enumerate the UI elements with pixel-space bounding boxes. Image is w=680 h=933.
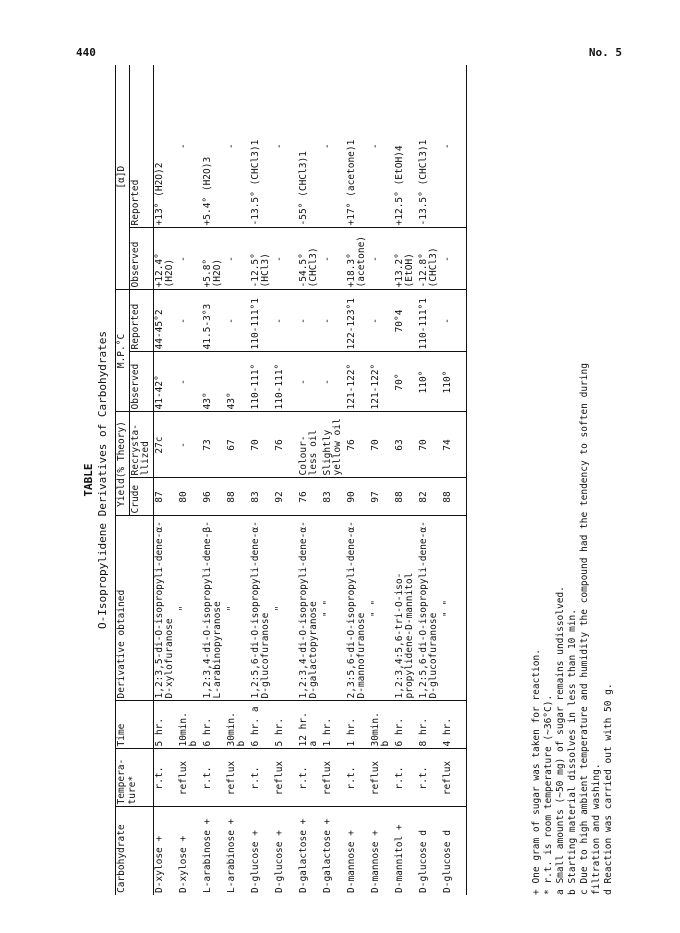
cell-derivative: " " [322,516,346,701]
cell-carbohydrate: D-glucose + [249,830,261,893]
cell-crude: 88 [226,478,250,516]
footnote: c Due to high ambient temperature and humidity the compound had the tendency to soften during [579,363,590,895]
cell-rot-reported: +12.5° (EtOH)4 [394,65,418,228]
table-row [442,65,467,895]
cell-rot-observed: - [442,228,467,290]
footnote: a Small amounts (~50 mg) of sugar remains undissolved. [555,586,566,895]
cell-carbohydrate: D-glucose d [417,830,429,893]
cell-rot-reported: -55° (CHCl3)1 [298,65,322,228]
cell-recrystallized: 70 [370,412,394,478]
header-yield: Yield(% Theory) [116,412,130,516]
cell-derivative: 1,2:5,6-di-O-isopropyli-dene-α-D-glucofuranose [250,516,274,701]
cell-rot-observed: -12.5° (HCl3) [250,228,274,290]
header-rot-observed: Observed [129,228,153,290]
cell-rot-reported: - [370,65,394,228]
cell-temperature: r.t. [298,749,322,807]
cell-carbohydrate: D-galactose + [321,818,333,893]
header-mp-reported: Reported [129,290,153,352]
cell-temperature: r.t. [418,749,442,807]
cell-recrystallized: 63 [394,412,418,478]
cell-temperature: r.t. [153,749,178,807]
cell-derivative: 1,2:3,5-di-O-isopropyli-dene-α-D-xylofuranose [153,516,178,701]
cell-mp-reported: 110-111°1 [418,290,442,352]
cell-temperature: reflux [226,749,250,807]
cell-mp-reported: - [370,290,394,352]
cell-time: 6 hr. a [250,701,274,749]
cell-mp-observed: 70° [394,352,418,412]
cell-mp-observed: 121-122° [346,352,370,412]
cell-mp-reported: - [322,290,346,352]
cell-rot-reported: - [178,65,202,228]
cell-recrystallized: - [178,412,202,478]
cell-mp-observed: 110° [442,352,467,412]
footnote: d Reaction was carried out with 50 g. [603,683,614,895]
table-row [370,65,394,895]
cell-crude: 80 [178,478,202,516]
cell-crude: 96 [202,478,226,516]
cell-rot-observed: +5.8° (H2O) [202,228,226,290]
cell-mp-observed: 110° [418,352,442,412]
cell-time: 30min. b [370,701,394,749]
cell-mp-observed: 43° [226,352,250,412]
footnote: b Starting material dissolves in less than 10 min. [567,609,578,895]
cell-rot-observed: - [274,228,298,290]
cell-rot-reported: -13.5° (CHCl3)1 [250,65,274,228]
cell-carbohydrate: L-arabinose + [201,818,213,893]
table-row [298,65,322,895]
cell-temperature: reflux [370,749,394,807]
cell-rot-observed: - [370,228,394,290]
table-row [274,65,298,895]
table-row [153,65,178,895]
cell-temperature: reflux [442,749,467,807]
cell-carbohydrate: D-mannose + [345,830,357,893]
cell-carbohydrate: D-xylose + [153,807,178,895]
header-mp-observed: Observed [129,352,153,412]
cell-mp-reported: - [178,290,202,352]
cell-derivative: 2,3:5,6-di-O-isopropyli-dene-α-D-mannofuranose [346,516,370,701]
page-number: 440 [76,46,96,59]
table-row [250,65,274,895]
footnote: * r.t. is room temperature (~36°C). [543,694,554,895]
carbohydrate-derivatives-table [115,65,467,895]
cell-rot-reported: +17° (acetone)1 [346,65,370,228]
cell-recrystallized: Slightly yellow oil [322,412,346,478]
header-melting-point: M.P.°C [116,290,130,412]
cell-mp-observed: - [298,352,322,412]
cell-crude: 87 [153,478,178,516]
cell-temperature: reflux [322,749,346,807]
footnote: filtration and washing. [591,763,602,895]
cell-mp-observed: - [322,352,346,412]
table-footnotes [531,65,615,895]
header-rot-reported: Reported [129,65,153,228]
cell-crude: 83 [322,478,346,516]
cell-temperature: r.t. [202,749,226,807]
cell-mp-observed: 43° [202,352,226,412]
cell-temperature: r.t. [250,749,274,807]
cell-crude: 90 [346,478,370,516]
cell-rot-reported: - [226,65,250,228]
cell-rot-reported: - [274,65,298,228]
cell-time: 5 hr. [153,701,178,749]
cell-mp-reported: 110-111°1 [250,290,274,352]
cell-time: 10min. b [178,701,202,749]
journal-issue: No. 5 [588,46,622,59]
table-row [226,65,250,895]
table-row [322,65,346,895]
header-time: Time [116,701,154,749]
cell-carbohydrate: L-arabinose + [225,818,237,893]
cell-mp-reported: 41.5-3°3 [202,290,226,352]
cell-rot-observed: - [322,228,346,290]
cell-crude: 76 [298,478,322,516]
header-carbohydrate: Carbohydrate [116,807,154,895]
cell-recrystallized: 73 [202,412,226,478]
cell-recrystallized: 76 [346,412,370,478]
cell-crude: 83 [250,478,274,516]
cell-time: 12 hr. a [298,701,322,749]
cell-rot-observed: +13.2° (EtOH) [394,228,418,290]
cell-rot-observed: +18.3° (acetone) [346,228,370,290]
cell-rot-reported: -13.5° (CHCl3)1 [418,65,442,228]
table-row [202,65,226,895]
cell-time: 6 hr. [202,701,226,749]
cell-rot-observed: - [226,228,250,290]
cell-mp-observed: 110-111° [250,352,274,412]
cell-rot-observed: +12.4° (H2O) [153,228,178,290]
cell-crude: 82 [418,478,442,516]
rotated-table-sheet [82,65,630,895]
footnote: + One gram of sugar was taken for reaction. [531,649,542,895]
cell-derivative: 1,2:3,4-di-O-isopropyli-dene-β-L-arabinopyranose [202,516,226,701]
table-row [178,65,202,895]
cell-temperature: reflux [178,749,202,807]
cell-derivative: " " [442,516,467,701]
cell-mp-reported: 44-45°2 [153,290,178,352]
cell-carbohydrate: D-xylose + [177,835,189,893]
cell-carbohydrate: D-glucose d [442,807,467,895]
table-caption [82,65,110,895]
cell-temperature: reflux [274,749,298,807]
cell-mp-reported: 70°4 [394,290,418,352]
cell-crude: 88 [442,478,467,516]
cell-mp-reported: 122-123°1 [346,290,370,352]
cell-rot-observed: - [178,228,202,290]
cell-temperature: r.t. [346,749,370,807]
table-row [346,65,370,895]
cell-mp-observed: 41-42° [153,352,178,412]
cell-derivative: " [274,516,298,701]
cell-carbohydrate: D-glucose + [273,830,285,893]
cell-rot-reported: +13° (H2O)2 [153,65,178,228]
cell-mp-observed: - [178,352,202,412]
cell-recrystallized: 70 [418,412,442,478]
header-crude: Crude [129,478,153,516]
cell-crude: 92 [274,478,298,516]
header-optical-rotation: [α]D [116,65,130,290]
cell-derivative: " " [370,516,394,701]
cell-rot-observed: -54.5° (CHCl3) [298,228,322,290]
cell-recrystallized: 76 [274,412,298,478]
cell-temperature: r.t. [394,749,418,807]
cell-mp-reported: - [298,290,322,352]
cell-time: 5 hr. [274,701,298,749]
cell-carbohydrate: D-mannitol + [393,824,405,893]
cell-carbohydrate: D-galactose + [297,818,309,893]
cell-recrystallized: Colour-less oil [298,412,322,478]
cell-carbohydrate: D-mannose + [369,830,381,893]
cell-time: 30min. b [226,701,250,749]
cell-derivative: 1,2:5,6-di-O-isopropyli-dene-α-D-glucofuranose [418,516,442,701]
header-derivative: Derivative obtained [116,516,154,701]
table-row [394,65,418,895]
cell-time: 6 hr. [394,701,418,749]
cell-time: 8 hr. [418,701,442,749]
header-recrystallized: Recrysta-llized [129,412,153,478]
cell-recrystallized: 67 [226,412,250,478]
cell-mp-observed: 110-111° [274,352,298,412]
cell-derivative: " [178,516,202,701]
cell-time: 1 hr. [322,701,346,749]
cell-rot-observed: -12.8° (CHCl3) [418,228,442,290]
cell-time: 1 hr. [346,701,370,749]
cell-mp-reported: - [274,290,298,352]
cell-crude: 88 [394,478,418,516]
cell-rot-reported: - [322,65,346,228]
cell-mp-reported: - [226,290,250,352]
cell-rot-reported: - [442,65,467,228]
cell-mp-observed: 121-122° [370,352,394,412]
cell-derivative: 1,2:3,4-di-O-isopropyli-dene-α-D-galactopyranose [298,516,322,701]
cell-recrystallized: 70 [250,412,274,478]
header-temperature: Tempera-ture* [116,749,154,807]
cell-recrystallized: 27c [153,412,178,478]
cell-derivative: " [226,516,250,701]
cell-mp-reported: - [442,290,467,352]
cell-rot-reported: +5.4° (H2O)3 [202,65,226,228]
cell-recrystallized: 74 [442,412,467,478]
table-label: TABLE [82,463,95,497]
cell-derivative: 1,2:3,4:5,6-tri-O-iso-propylidene-D-mannitol [394,516,418,701]
table-title: O-Isopropylidene Derivatives of Carbohydrates [96,331,109,630]
cell-time: 4 hr. [442,701,467,749]
table-row [418,65,442,895]
cell-crude: 97 [370,478,394,516]
